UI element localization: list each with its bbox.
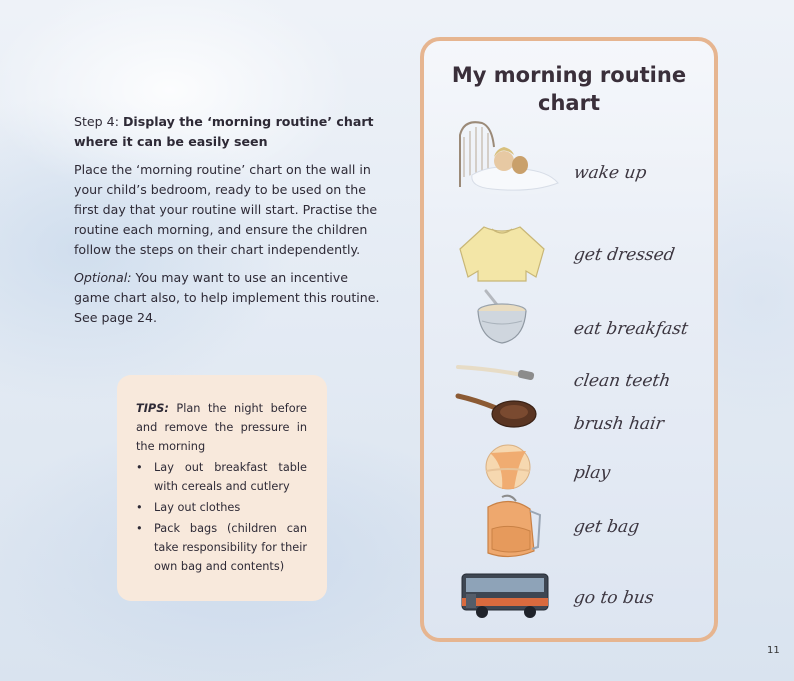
routine-step-wake-up [424,117,714,183]
morning-routine-chart [420,37,718,642]
tips-list [136,458,307,576]
page-number: 11 [767,645,780,656]
routine-step-get-bag [424,493,714,553]
ball-icon [452,441,552,493]
routine-step-get-dressed [424,221,714,281]
tips-label: TIPS: [136,402,169,415]
cereal-bowl-icon [452,287,552,349]
tips-intro: TIPS: Plan the night before and remove the pressure in the morning [136,402,307,453]
bed-icon [452,117,562,197]
step-label: wake up [572,163,648,183]
tips-item: • Lay out breakfast table with cereals and cutlery [136,458,307,496]
step-heading-text: Display the ‘morning routine’ chart where it can be easily seen [74,114,374,149]
routine-step-go-to-bus [424,566,714,626]
optional-label: Optional: [74,270,132,285]
routine-step-eat-breakfast [424,287,714,347]
step-label: play [572,463,612,483]
step-label: brush hair [572,414,666,434]
routine-step-play [424,441,714,501]
optional-note: Optional: You may want to use an incentive game chart also, to help implement this routine. See page 24. [74,270,380,325]
instructions-column [74,112,384,336]
bus-icon [452,566,552,622]
step-label: clean teeth [572,371,672,391]
tips-box [117,375,327,601]
step-label: get bag [572,517,641,537]
backpack-icon [452,493,552,563]
step-heading: Step 4: Display the ‘morning routine’ chart where it can be easily seen [74,114,374,149]
body-paragraph: Place the ‘morning routine’ chart on the wall in your child’s bedroom, ready to be used on the first day that your routine will start. Practise the routine each morning, and ensure the children follow the steps on their chart independently. [74,162,378,257]
chart-title: My morning routine chart [451,63,687,115]
jumper-icon [452,221,552,283]
tips-item: • Pack bags (children can take responsibility for their own bag and contents) [136,519,307,576]
step-label: go to bus [572,588,655,608]
tips-item: • Lay out clothes [136,498,307,517]
hairbrush-icon [452,390,552,434]
step-label: eat breakfast [572,319,690,339]
step-label: get dressed [572,245,677,265]
